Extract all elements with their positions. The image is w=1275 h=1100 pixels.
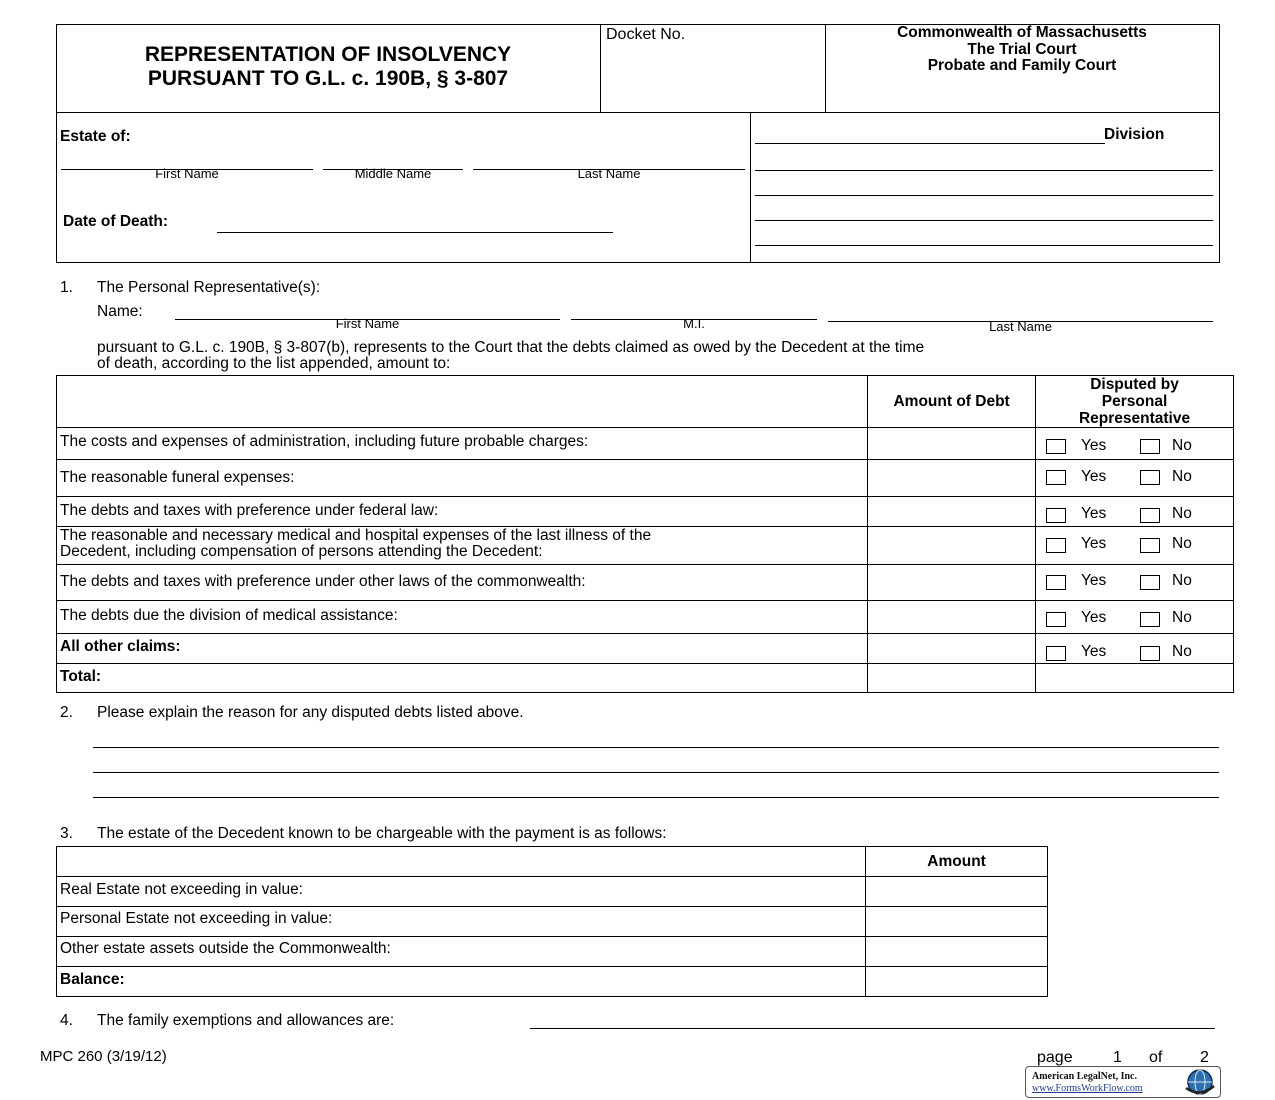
- court-line3: Probate and Family Court: [927, 57, 1117, 74]
- form-code: MPC 260 (3/19/12): [40, 1048, 167, 1065]
- assets-header-amount: [866, 847, 1048, 877]
- estate-assets-table: [56, 846, 1048, 997]
- division-field[interactable]: [755, 143, 1105, 144]
- debt-amount-cell[interactable]: [868, 565, 1036, 601]
- no-label: No: [1172, 609, 1192, 626]
- estate-box: [56, 112, 1220, 263]
- yes-checkbox[interactable]: [1046, 508, 1066, 523]
- asset-amount-cell[interactable]: [866, 877, 1048, 907]
- estate-label: Estate of:: [60, 128, 131, 145]
- no-label: No: [1172, 572, 1192, 589]
- section3-text: The estate of the Decedent known to be chargeable with the payment is as follows:: [97, 825, 667, 842]
- form-title-line2: PURSUANT TO G.L. c. 190B, § 3-807: [147, 67, 509, 90]
- debt-amount-cell[interactable]: [868, 601, 1036, 634]
- no-label: No: [1172, 535, 1192, 552]
- section4-text: The family exemptions and allowances are:: [97, 1012, 395, 1029]
- debt-amount-cell[interactable]: [868, 527, 1036, 565]
- estate-divider: [750, 112, 751, 263]
- asset-row-label: Personal Estate not exceeding in value:: [60, 910, 333, 927]
- yes-label: Yes: [1081, 643, 1107, 660]
- total-blank-cell: [1036, 664, 1234, 693]
- debt-amount-cell[interactable]: [868, 460, 1036, 497]
- debt-row-label: The debts and taxes with preference under federal law:: [60, 502, 439, 519]
- balance-label: Balance:: [60, 971, 125, 988]
- yes-label: Yes: [1081, 535, 1107, 552]
- debt-amount-cell[interactable]: [868, 497, 1036, 527]
- assets-header-blank: [57, 847, 866, 877]
- section1-heading: The Personal Representative(s):: [97, 279, 321, 296]
- debts-header-amount: [868, 376, 1036, 428]
- pr-last-name-caption: Last Name: [989, 319, 1052, 334]
- pr-mi-caption: M.I.: [683, 316, 705, 331]
- no-checkbox[interactable]: [1140, 646, 1160, 661]
- debt-row-label: The debts and taxes with preference under other laws of the commonwealth:: [60, 573, 586, 590]
- pr-first-name-caption: First Name: [335, 316, 400, 331]
- yes-checkbox[interactable]: [1046, 646, 1066, 661]
- section2-number: 2.: [60, 704, 73, 721]
- estate-last-name-caption: Last Name: [577, 166, 641, 181]
- page-of-label: of: [1149, 1049, 1163, 1066]
- amount-of-debt-heading: Amount of Debt: [893, 392, 1010, 410]
- court-address-line-1[interactable]: [755, 170, 1213, 171]
- debt-amount-cell[interactable]: [868, 634, 1036, 664]
- debts-header-blank: [57, 376, 868, 428]
- explanation-line-1[interactable]: [93, 747, 1219, 748]
- explanation-line-2[interactable]: [93, 772, 1219, 773]
- asset-amount-cell[interactable]: [866, 907, 1048, 937]
- yes-checkbox[interactable]: [1046, 575, 1066, 590]
- yes-label: Yes: [1081, 468, 1107, 485]
- balance-amount-cell[interactable]: [866, 967, 1048, 997]
- date-of-death-field[interactable]: [217, 232, 613, 233]
- yes-checkbox[interactable]: [1046, 439, 1066, 454]
- yes-label: Yes: [1081, 505, 1107, 522]
- yes-label: Yes: [1081, 609, 1107, 626]
- section1-paragraph-line1: pursuant to G.L. c. 190B, § 3-807(b), represents to the Court that the debts claimed as owed by the Decedent at the time: [97, 339, 925, 356]
- disputed-heading-1: Disputed by: [1090, 376, 1179, 393]
- globe-icon: [1182, 1068, 1218, 1096]
- docket-field[interactable]: [603, 46, 822, 110]
- no-checkbox[interactable]: [1140, 508, 1160, 523]
- explanation-line-3[interactable]: [93, 797, 1219, 798]
- no-checkbox[interactable]: [1140, 470, 1160, 485]
- court-line2: The Trial Court: [967, 41, 1077, 58]
- debt-row-label: The reasonable and necessary medical and hospital expenses of the last illness of the: [60, 527, 652, 544]
- asset-amount-cell[interactable]: [866, 937, 1048, 967]
- legalnet-logo[interactable]: [1025, 1066, 1221, 1098]
- disputed-heading-3: Representative: [1078, 410, 1191, 427]
- section4-number: 4.: [60, 1012, 73, 1029]
- total-label: Total:: [60, 668, 102, 685]
- yes-label: Yes: [1081, 437, 1107, 454]
- yes-checkbox[interactable]: [1046, 538, 1066, 553]
- court-address-line-3[interactable]: [755, 220, 1213, 221]
- no-label: No: [1172, 505, 1192, 522]
- form-title-line1: REPRESENTATION OF INSOLVENCY: [144, 43, 512, 66]
- logo-company-name: American LegalNet, Inc.: [1032, 1071, 1137, 1082]
- page-total: 2: [1200, 1049, 1209, 1066]
- section3-number: 3.: [60, 825, 73, 842]
- debt-row-label: The costs and expenses of administration, including future probable charges:: [60, 433, 589, 450]
- header-divider-1: [600, 24, 601, 113]
- table-row: [57, 937, 1048, 967]
- page-label: page: [1037, 1049, 1073, 1066]
- no-label: No: [1172, 468, 1192, 485]
- debts-header-disputed: [1036, 376, 1234, 428]
- no-checkbox[interactable]: [1140, 612, 1160, 627]
- no-checkbox[interactable]: [1140, 538, 1160, 553]
- no-checkbox[interactable]: [1140, 439, 1160, 454]
- no-label: No: [1172, 643, 1192, 660]
- pr-name-label: Name:: [97, 303, 143, 320]
- debt-row-label: The reasonable funeral expenses:: [60, 469, 295, 486]
- table-row: [57, 967, 1048, 997]
- yes-checkbox[interactable]: [1046, 470, 1066, 485]
- table-row: [57, 664, 1234, 693]
- section1-number: 1.: [60, 279, 73, 296]
- court-address-line-2[interactable]: [755, 195, 1213, 196]
- asset-row-label: Other estate assets outside the Commonwealth:: [60, 940, 391, 957]
- asset-row-label: Real Estate not exceeding in value:: [60, 881, 303, 898]
- date-of-death-label: Date of Death:: [63, 213, 169, 230]
- total-amount-cell[interactable]: [868, 664, 1036, 693]
- division-label: Division: [1104, 126, 1165, 143]
- debt-row-label: The debts due the division of medical assistance:: [60, 607, 398, 624]
- section2-text: Please explain the reason for any disputed debts listed above.: [97, 704, 524, 721]
- family-exemptions-field[interactable]: [530, 1028, 1215, 1029]
- yes-label: Yes: [1081, 572, 1107, 589]
- disputed-heading-2: Personal: [1101, 393, 1168, 410]
- logo-website: www.FormsWorkFlow.com: [1032, 1083, 1143, 1094]
- court-address-line-4[interactable]: [755, 245, 1213, 246]
- debt-row-label: All other claims:: [60, 638, 181, 655]
- page-number: 1: [1113, 1049, 1122, 1066]
- table-row: [57, 907, 1048, 937]
- docket-label: Docket No.: [606, 26, 686, 43]
- debt-row-label-cont: Decedent, including compensation of persons attending the Decedent:: [60, 543, 543, 560]
- estate-first-name-caption: First Name: [155, 166, 219, 181]
- table-row: [57, 877, 1048, 907]
- court-line1: Commonwealth of Massachusetts: [897, 24, 1147, 41]
- section1-paragraph-line2: of death, according to the list appended, amount to:: [97, 355, 451, 372]
- yes-checkbox[interactable]: [1046, 612, 1066, 627]
- estate-middle-name-caption: Middle Name: [354, 166, 432, 181]
- no-label: No: [1172, 437, 1192, 454]
- debt-amount-cell[interactable]: [868, 428, 1036, 460]
- amount-heading: Amount: [927, 852, 986, 870]
- no-checkbox[interactable]: [1140, 575, 1160, 590]
